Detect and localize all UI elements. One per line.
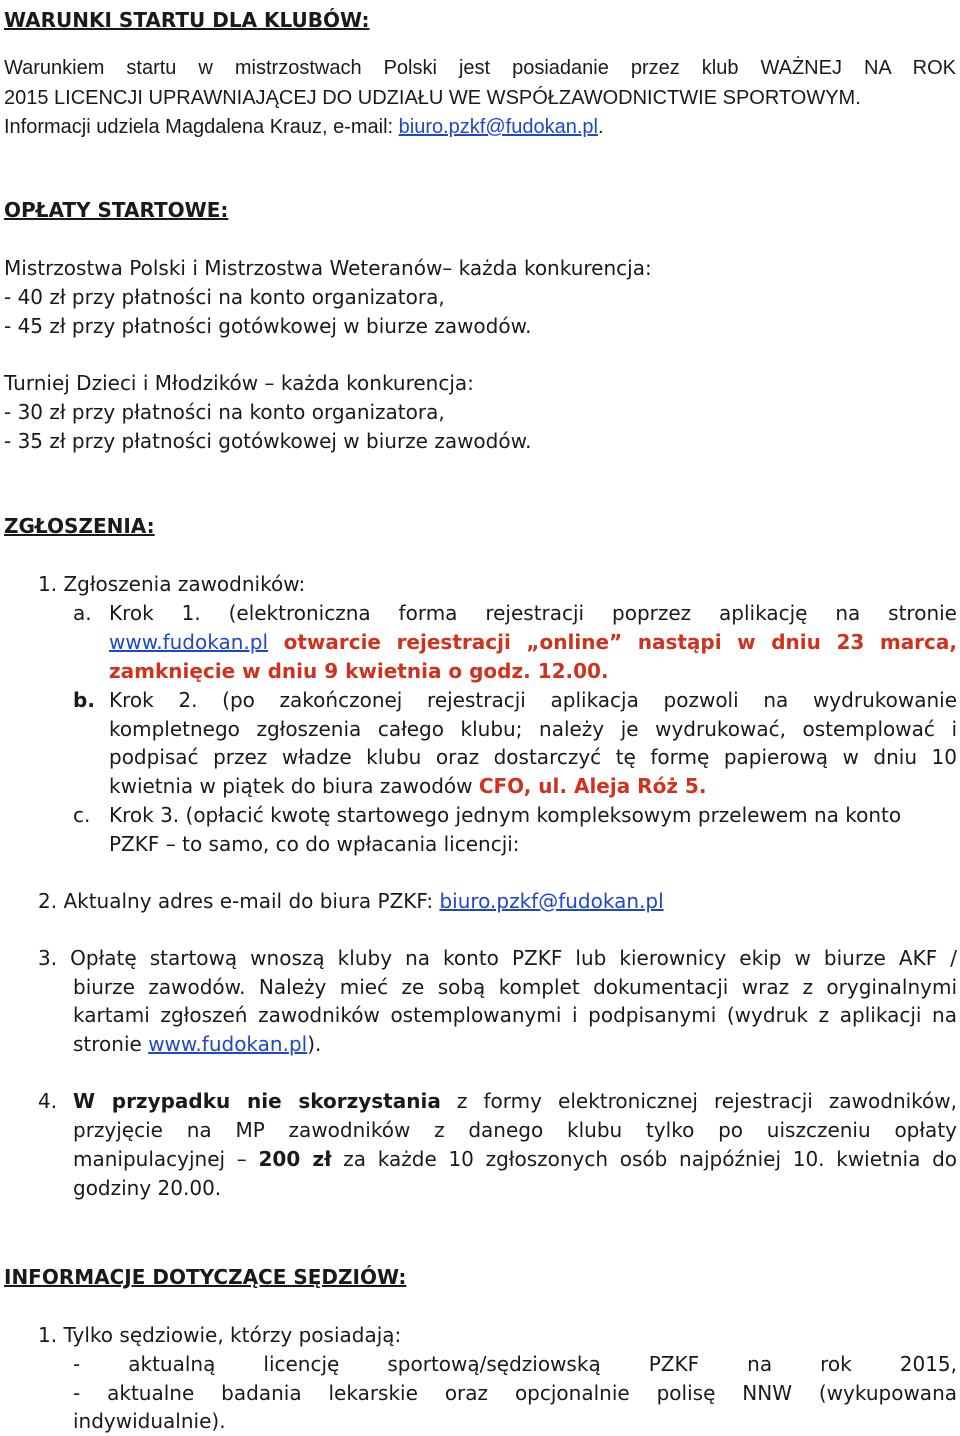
registration-item-4-line-2: przyjęcie na MP zawodników z danego klubu tylko po uiszczeniu opłaty (73, 1118, 957, 1142)
venue-address: CFO, ul. Aleja Róż 5. (478, 774, 707, 798)
registration-item-3-line-2: biurze zawodów. Należy mieć ze sobą komplet dokumentacji wraz z oryginalnymi (73, 975, 957, 999)
registration-item-4-line-3 (73, 1147, 957, 1171)
club-conditions-line-1: Warunkiem startu w mistrzostwach Polski jest posiadanie przez klub WAŻNEJ NA ROK (4, 57, 956, 79)
step-a-line-2 (109, 630, 957, 654)
step-a-line-1: Krok 1. (elektroniczna forma rejestracji poprzez aplikację na stronie (109, 601, 957, 625)
step-b-line-1: Krok 2. (po zakończonej rejestracji aplikacja pozwoli na wydrukowanie (109, 688, 957, 712)
step-b-line-2: kompletnego zgłoszenia całego klubu; należy je wydrukować, ostemplować i (109, 717, 957, 741)
item-2-text: 2. Aktualny adres e-mail do biura PZKF: (38, 889, 440, 913)
registration-item-3-line-3: kartami zgłoszeń zawodników ostemplowanymi i podpisanymi (wydruk z aplikacji na (73, 1003, 957, 1027)
pzkf-email-link[interactable]: biuro.pzkf@fudokan.pl (439, 889, 664, 913)
item-3-line-4-text: stronie (73, 1032, 149, 1056)
club-conditions-line-3 (4, 115, 604, 139)
step-c-line-1: Krok 3. (opłacić kwotę startowego jednym kompleksowym przelewem na konto (109, 803, 902, 827)
fee-amount: 200 zł (258, 1147, 332, 1171)
item-3-line-4-suffix: ). (307, 1032, 322, 1056)
section-heading-club-conditions: WARUNKI STARTU DLA KLUBÓW: (4, 8, 370, 32)
step-b-line-3: podpisać przez władze klubu oraz dostarczyć tę formę papierową w dniu 10 (109, 745, 957, 769)
registration-item-3-line-1: 3. Opłatę startową wnoszą kluby na konto PZKF lub kierownicy ekip w biurze AKF / (38, 946, 957, 970)
contact-text: Informacji udziela Magdalena Krauz, e-mail: (4, 116, 399, 138)
contact-suffix: . (597, 116, 604, 138)
section-heading-registrations: ZGŁOSZENIA: (4, 514, 155, 538)
step-b-line-4 (109, 774, 706, 798)
step-c-label: c. (73, 803, 91, 827)
fees-ms-fee-2: - 45 zł przy płatności gotówkowej w biurze zawodów. (4, 314, 532, 338)
registration-item-1: 1. Zgłoszenia zawodników: (38, 572, 306, 596)
referees-requirement-1: - aktualną licencję sportową/sędziowską PZKF na rok 2015, (73, 1352, 957, 1376)
item-4-number: 4. (38, 1089, 58, 1113)
registration-item-3-line-4 (73, 1032, 321, 1056)
step-a-registration-open: otwarcie rejestracji „online” nastąpi w dniu 23 marca, (268, 630, 957, 654)
fees-ms-fee-1: - 40 zł przy płatności na konto organizatora, (4, 285, 445, 309)
referees-item-1: 1. Tylko sędziowie, którzy posiadają: (38, 1323, 402, 1347)
section-heading-referees: INFORMACJE DOTYCZĄCE SĘDZIÓW: (4, 1265, 407, 1289)
section-heading-fees: OPŁATY STARTOWE: (4, 198, 229, 222)
fudokan-link-2[interactable]: www.fudokan.pl (148, 1032, 308, 1056)
step-b-label: b. (73, 688, 95, 712)
step-a-line-3: zamknięcie w dniu 9 kwietnia o godz. 12.00. (109, 659, 609, 683)
fees-td-fee-2: - 35 zł przy płatności gotówkowej w biurze zawodów. (4, 429, 532, 453)
registration-item-4-line-4: godziny 20.00. (73, 1176, 222, 1200)
referees-requirement-2: - aktualne badania lekarskie oraz opcjonalnie polisę NNW (wykupowana (73, 1381, 957, 1405)
item-4-line-3-rest: za każde 10 zgłoszonych osób najpóźniej 10. kwietnia do (331, 1147, 958, 1171)
step-a-label: a. (73, 601, 92, 625)
registration-item-4-line-1 (73, 1089, 957, 1113)
fees-td-title: Turniej Dzieci i Młodzików – każda konkurencja: (4, 371, 474, 395)
item-4-line-3-prefix: manipulacyjnej – (73, 1147, 259, 1171)
step-b-line-4-text: kwietnia w piątek do biura zawodów (109, 774, 479, 798)
fudokan-link[interactable]: www.fudokan.pl (109, 630, 269, 654)
referees-requirement-3: indywidualnie). (73, 1409, 226, 1433)
fees-ms-title: Mistrzostwa Polski i Mistrzostwa Weteranów– każda konkurencja: (4, 256, 652, 280)
contact-email-link[interactable]: biuro.pzkf@fudokan.pl (398, 116, 598, 138)
item-4-bold-phrase: W przypadku nie skorzystania (73, 1089, 441, 1113)
fees-td-fee-1: - 30 zł przy płatności na konto organizatora, (4, 400, 445, 424)
registration-item-2 (38, 889, 664, 913)
step-c-line-2: PZKF – to samo, co do wpłacania licencji: (109, 832, 520, 856)
club-conditions-line-2: 2015 LICENCJI UPRAWNIAJĄCEJ DO UDZIAŁU WE WSPÓŁZAWODNICTWIE SPORTOWYM. (4, 87, 861, 109)
item-4-line-1-rest: z formy elektronicznej rejestracji zawodników, (440, 1089, 957, 1113)
